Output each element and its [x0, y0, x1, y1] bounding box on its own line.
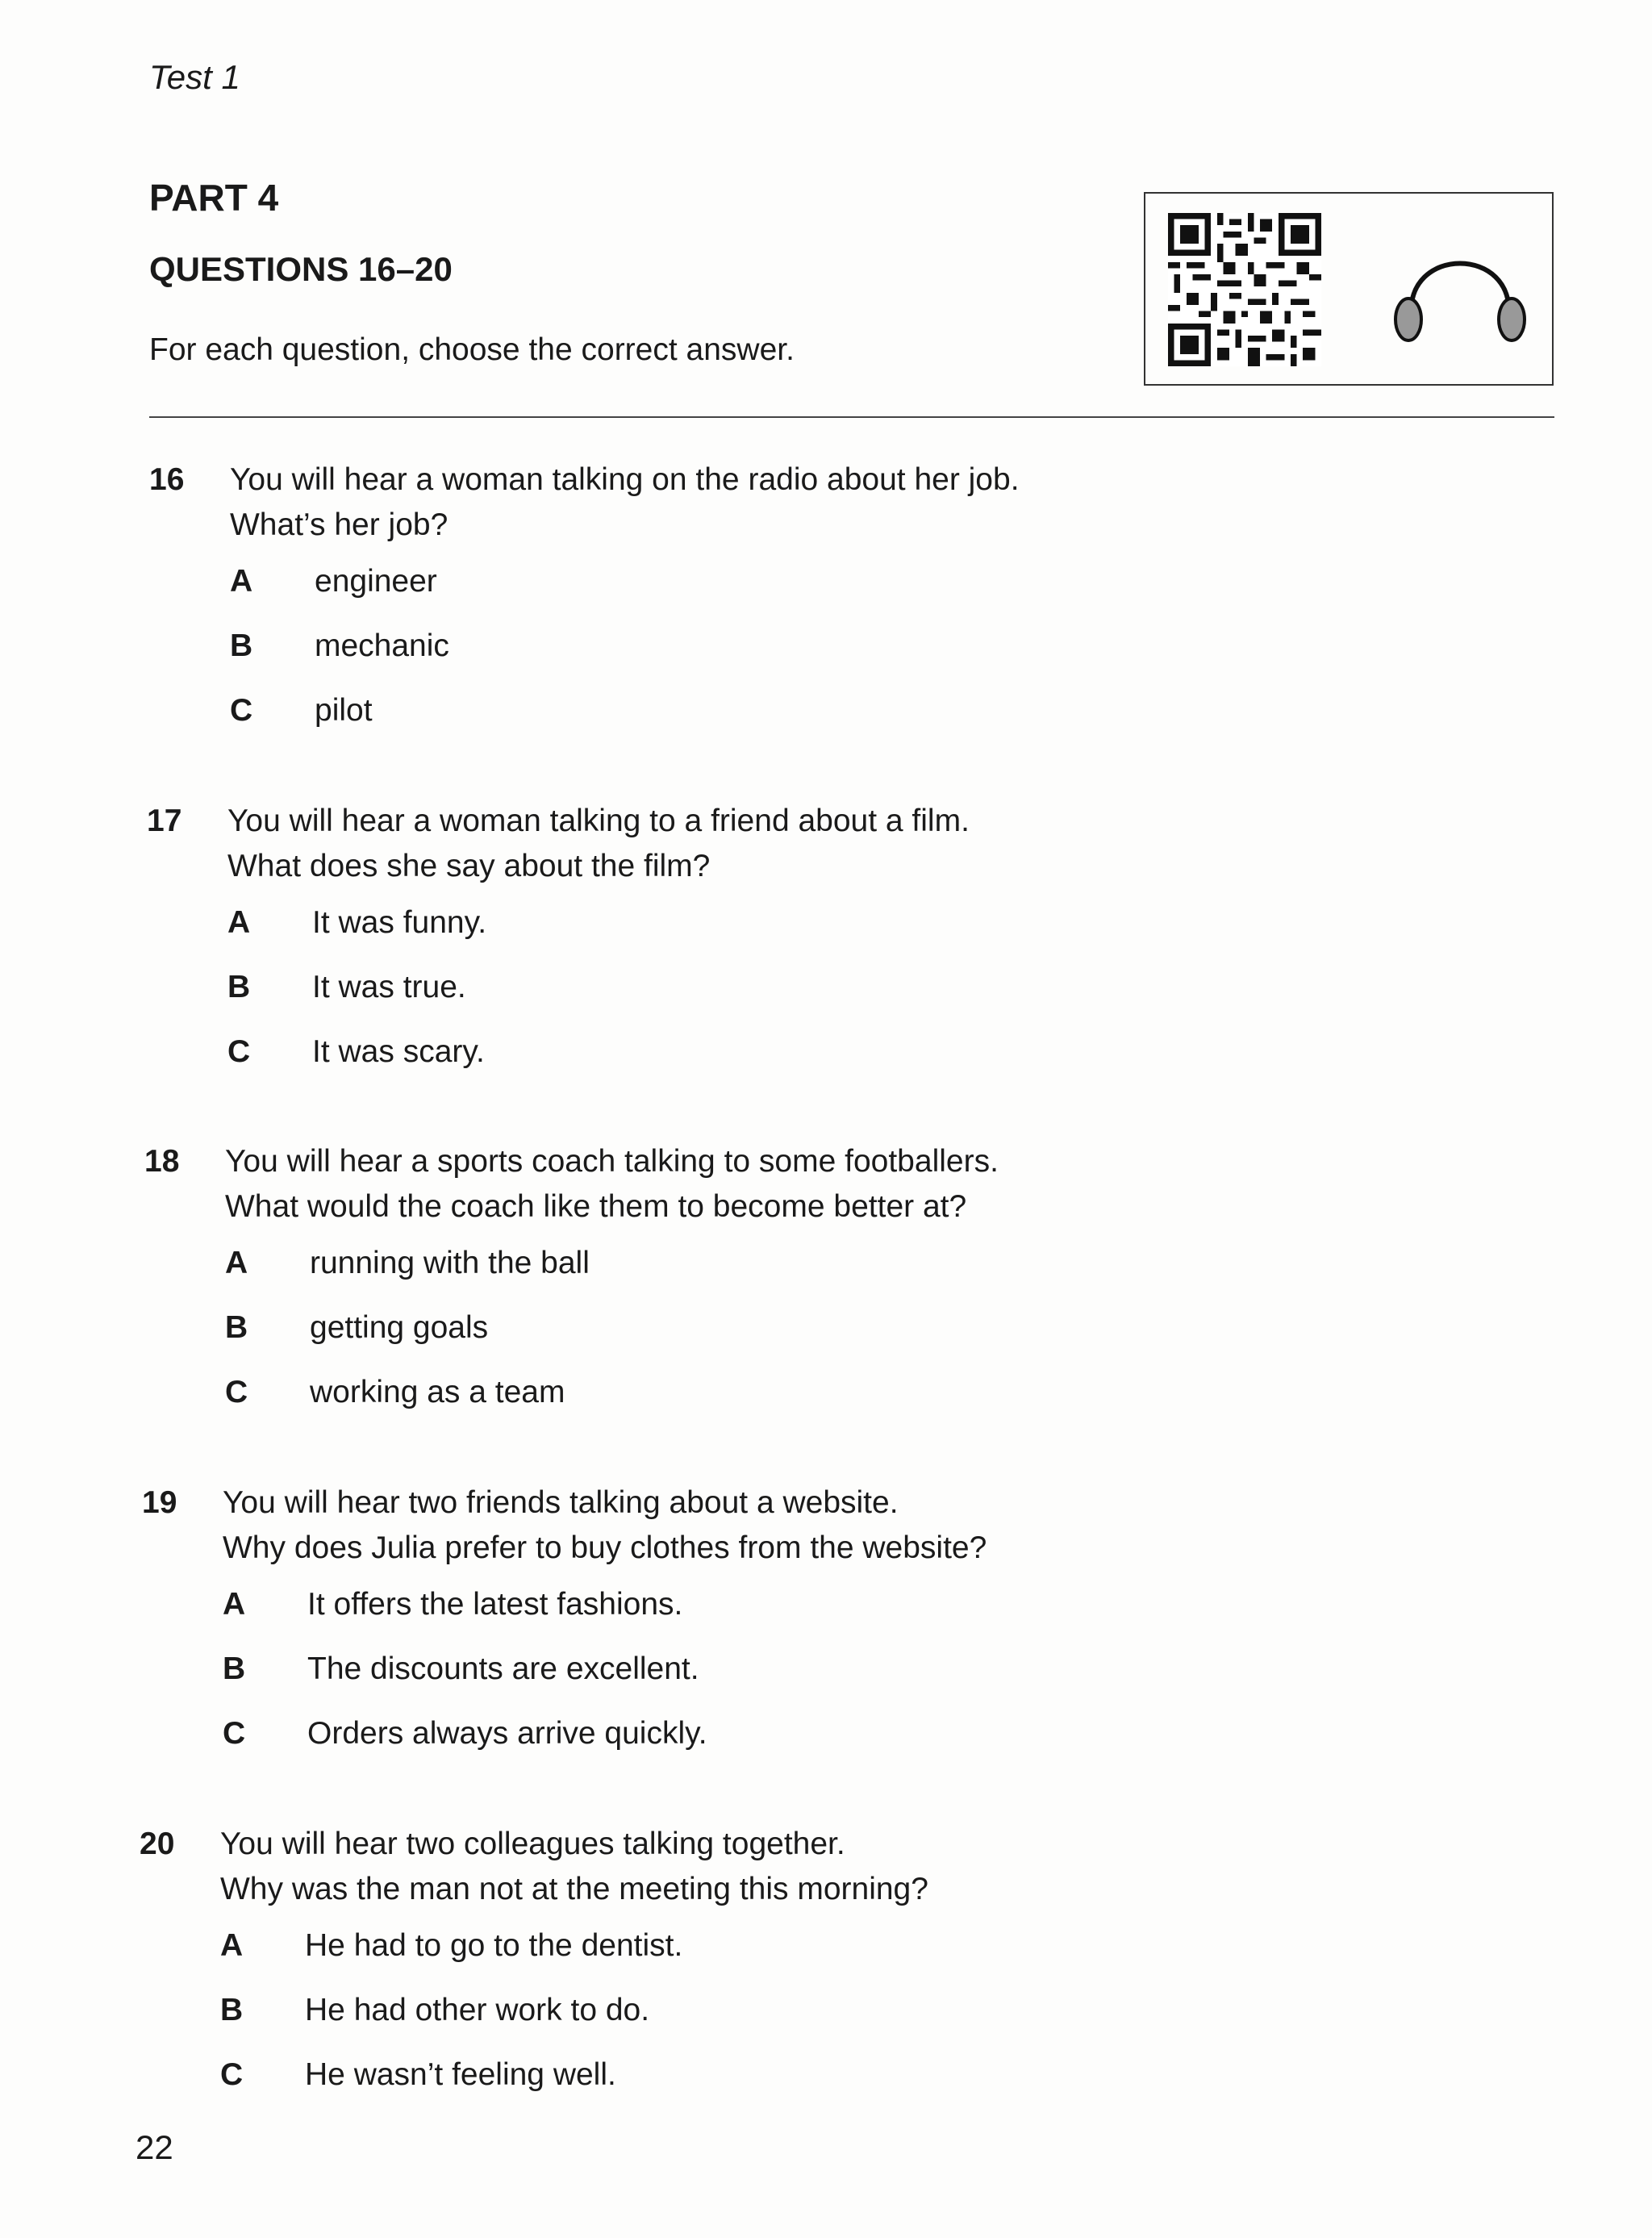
option-letter: C [223, 1716, 246, 1751]
question-text: Why was the man not at the meeting this morning? [220, 1872, 928, 1906]
option-letter: A [223, 1587, 246, 1622]
option-letter: B [223, 1651, 246, 1686]
question-number: 20 [140, 1827, 175, 1861]
question-text: What’s her job? [230, 507, 448, 542]
headphones-icon[interactable] [1387, 229, 1533, 350]
question-text: What would the coach like them to become better at? [225, 1189, 967, 1224]
option-text: pilot [315, 693, 373, 728]
instruction-text: For each question, choose the correct answer. [149, 332, 795, 367]
page-number: 22 [136, 2128, 173, 2166]
option-text: It was funny. [312, 905, 487, 940]
question-number: 18 [144, 1144, 180, 1179]
question-prompt: You will hear two friends talking about a website. [223, 1485, 899, 1520]
option-text: mechanic [315, 628, 449, 663]
question-prompt: You will hear two colleagues talking together. [220, 1827, 845, 1861]
question-number: 17 [147, 804, 182, 838]
option-letter: A [220, 1928, 244, 1963]
option-letter: C [227, 1034, 251, 1069]
question-number: 16 [149, 462, 185, 497]
option-letter: C [225, 1375, 248, 1409]
option-text: He had other work to do. [305, 1993, 650, 2027]
qr-code-icon[interactable] [1168, 213, 1321, 366]
option-text: It offers the latest fashions. [307, 1587, 683, 1622]
option-text: He had to go to the dentist. [305, 1928, 683, 1963]
option-text: It was scary. [312, 1034, 485, 1069]
option-letter: C [220, 2057, 244, 2092]
option-letter: C [230, 693, 253, 728]
option-letter: A [227, 905, 251, 940]
divider-line [149, 416, 1554, 418]
questions-range: QUESTIONS 16–20 [149, 250, 453, 288]
option-text: Orders always arrive quickly. [307, 1716, 707, 1751]
option-text: getting goals [310, 1310, 489, 1345]
option-letter: B [225, 1310, 248, 1345]
option-text: It was true. [312, 970, 466, 1004]
option-letter: B [227, 970, 251, 1004]
part-title: PART 4 [149, 177, 279, 219]
option-text: engineer [315, 564, 437, 599]
option-letter: B [220, 1993, 244, 2027]
question-prompt: You will hear a woman talking on the radio about her job. [230, 462, 1020, 497]
option-letter: B [230, 628, 253, 663]
option-text: He wasn’t feeling well. [305, 2057, 616, 2092]
option-text: working as a team [310, 1375, 565, 1409]
question-number: 19 [142, 1485, 177, 1520]
audio-box [1144, 192, 1554, 386]
option-letter: A [230, 564, 253, 599]
question-text: What does she say about the film? [227, 849, 711, 883]
question-prompt: You will hear a woman talking to a friend about a film. [227, 804, 970, 838]
question-prompt: You will hear a sports coach talking to some footballers. [225, 1144, 999, 1179]
running-header: Test 1 [149, 58, 240, 96]
option-letter: A [225, 1246, 248, 1280]
option-text: running with the ball [310, 1246, 590, 1280]
option-text: The discounts are excellent. [307, 1651, 699, 1686]
question-text: Why does Julia prefer to buy clothes from the website? [223, 1530, 987, 1565]
